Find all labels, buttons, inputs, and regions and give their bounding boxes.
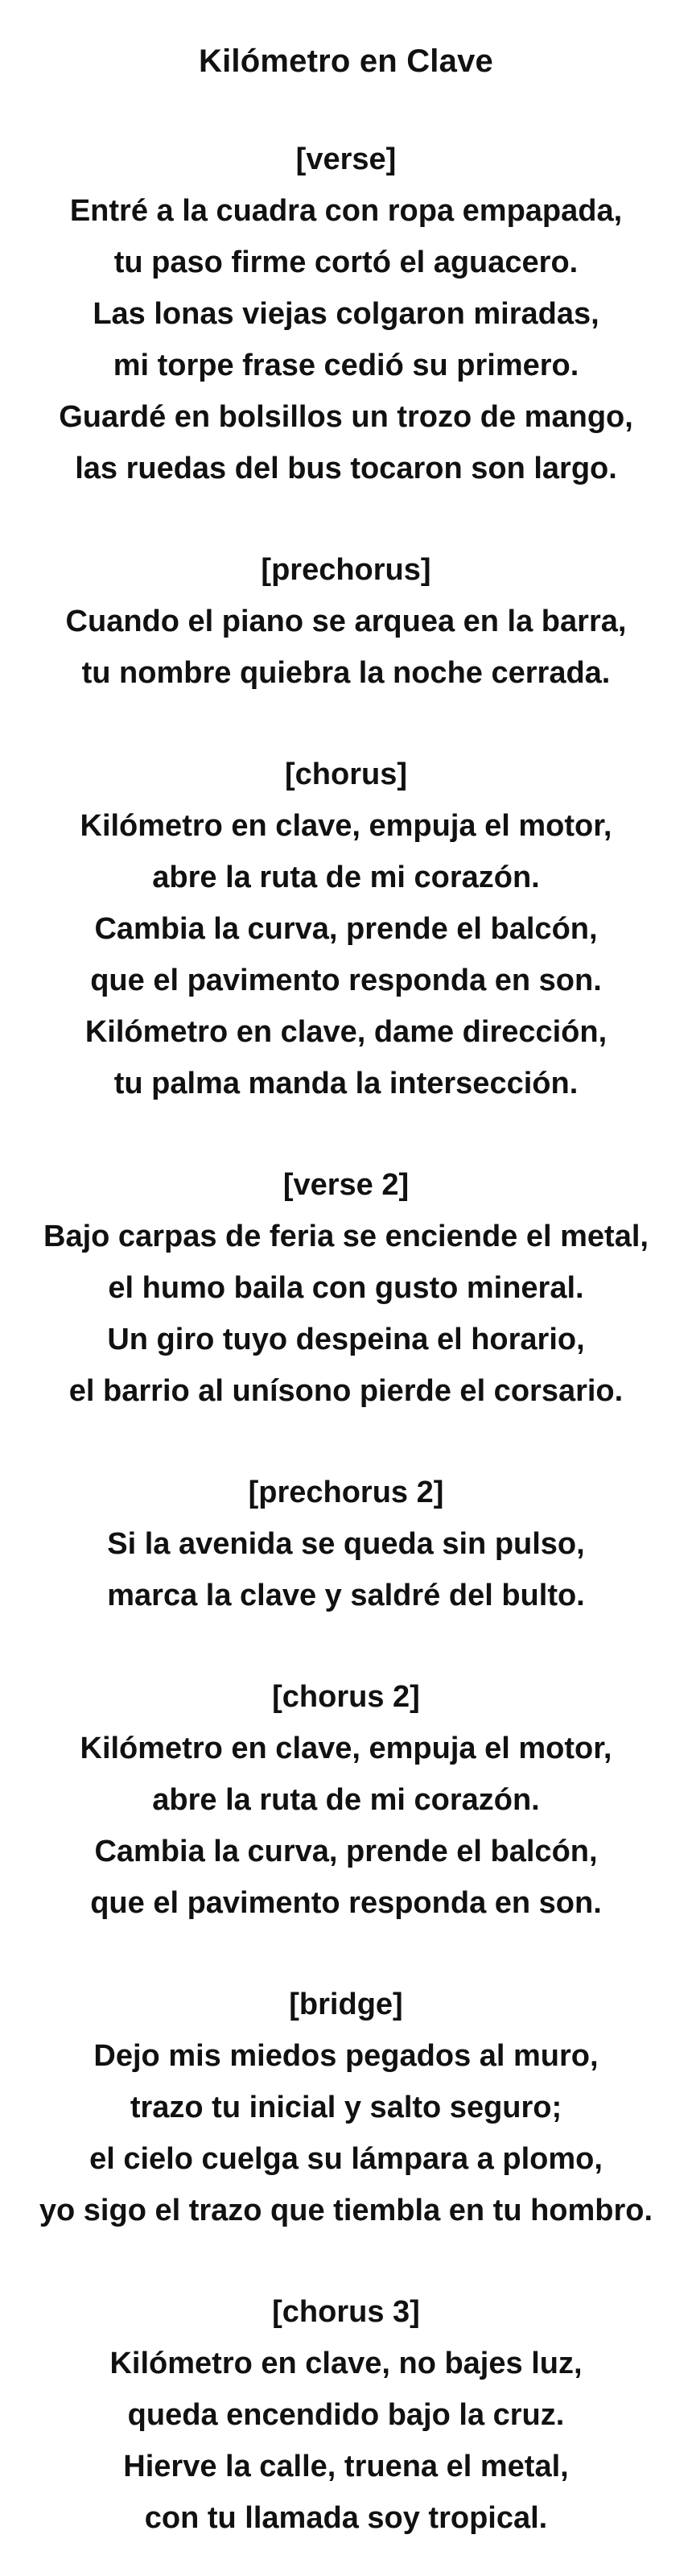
section-label: [prechorus 2] [248,1476,444,1509]
section-label: [chorus] [285,758,407,791]
section-verse [0,134,692,494]
lyric-line: tu nombre quiebra la noche cerrada. [81,656,611,690]
section-label: [bridge] [289,1988,403,2021]
lyric-line: que el pavimento responda en son. [90,964,602,997]
song-title: Kilómetro en Clave [199,43,493,79]
section-label: [verse] [295,142,397,176]
section-prechorus [0,544,692,699]
lyric-line: Las lonas viejas colgaron miradas, [93,297,599,331]
section-chorus [0,749,692,1109]
section-label: [verse 2] [282,1168,410,1202]
section-label: [chorus 3] [272,2295,420,2329]
lyric-line: Dejo mis miedos pegados al muro, [93,2039,599,2073]
lyric-line: que el pavimento responda en son. [90,1886,602,1920]
lyric-line: yo sigo el trazo que tiembla en tu hombro. [39,2194,653,2227]
lyric-line: Un giro tuyo despeina el horario, [107,1323,585,1356]
lyric-line: Hierve la calle, truena el metal, [123,2450,569,2483]
lyric-line: Kilómetro en clave, empuja el motor, [80,809,612,843]
lyric-line: Entré a la cuadra con ropa empapada, [69,194,623,228]
lyric-line: Si la avenida se queda sin pulso, [107,1527,585,1561]
section-prechorus-2 [0,1467,692,1621]
lyric-line: queda encendido bajo la cruz. [127,2398,565,2432]
section-chorus-2 [0,1671,692,1929]
lyric-line: abre la ruta de mi corazón. [152,1783,540,1817]
lyric-line: Kilómetro en clave, no bajes luz, [109,2347,583,2380]
lyric-line: tu paso firme cortó el aguacero. [113,246,579,279]
lyric-line: marca la clave y saldré del bulto. [107,1579,585,1612]
section-bridge [0,1979,692,2236]
lyric-line: trazo tu inicial y salto seguro; [130,2091,562,2124]
lyric-line: Bajo carpas de feria se enciende el metal, [43,1220,649,1253]
lyric-line: el humo baila con gusto mineral. [108,1271,584,1305]
lyric-line: Guardé en bolsillos un trozo de mango, [59,400,633,434]
lyric-line: Cambia la curva, prende el balcón, [94,912,598,946]
lyric-line: abre la ruta de mi corazón. [152,861,540,894]
lyric-line: las ruedas del bus tocaron son largo. [75,452,617,485]
lyric-line: Kilómetro en clave, empuja el motor, [80,1732,612,1765]
lyric-line: Cuando el piano se arquea en la barra, [65,605,627,638]
section-chorus-3 [0,2286,692,2544]
section-label: [prechorus] [261,553,431,587]
lyric-line: tu palma manda la intersección. [113,1067,579,1100]
lyric-line: Kilómetro en clave, dame dirección, [84,1015,608,1049]
lyric-line: Cambia la curva, prende el balcón, [94,1835,598,1868]
lyric-line: con tu llamada soy tropical. [144,2501,548,2535]
lyric-line: el barrio al unísono pierde el corsario. [68,1374,624,1408]
lyric-line: el cielo cuelga su lámpara a plomo, [89,2142,603,2176]
section-label: [chorus 2] [272,1680,420,1714]
lyric-line: mi torpe frase cedió su primero. [113,349,579,382]
section-verse-2 [0,1159,692,1417]
